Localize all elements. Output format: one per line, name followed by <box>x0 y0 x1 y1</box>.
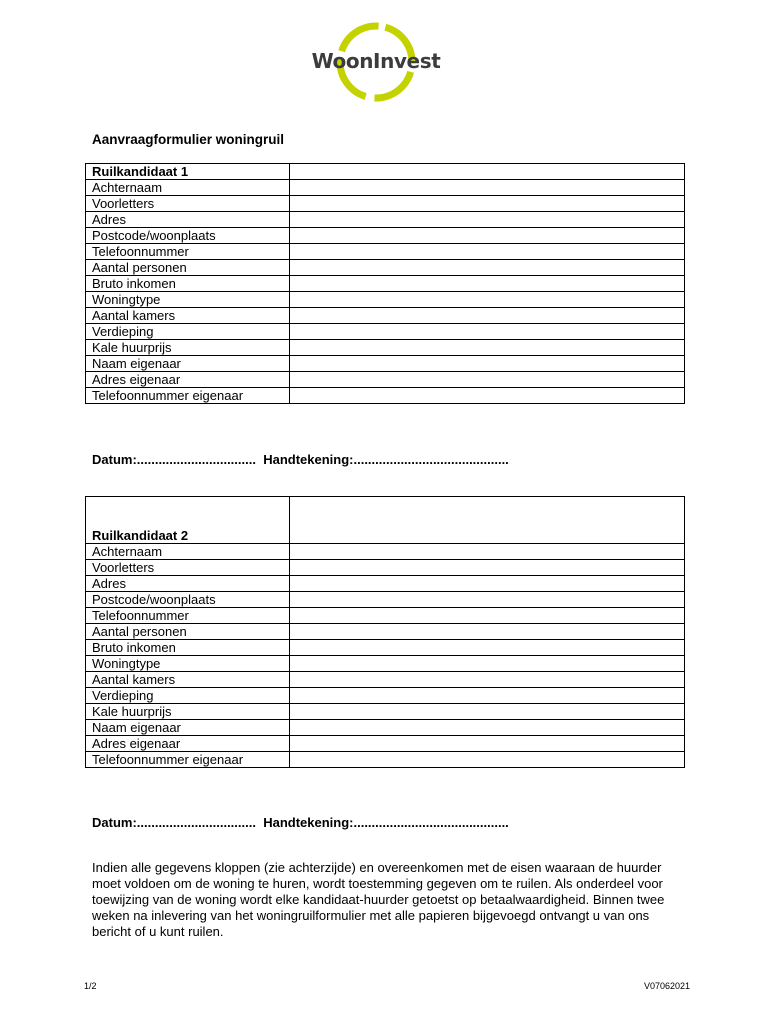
table-row <box>86 752 685 768</box>
field-value-telefoonnummer[interactable] <box>290 608 685 624</box>
wooninvest-logo <box>296 20 456 104</box>
field-label: Verdieping <box>86 688 290 704</box>
field-value-postcode-woonplaats[interactable] <box>290 228 685 244</box>
field-value-adres[interactable] <box>290 576 685 592</box>
table-row <box>86 672 685 688</box>
field-label: Postcode/woonplaats <box>86 228 290 244</box>
field-value-aantal-kamers[interactable] <box>290 308 685 324</box>
field-value-naam-eigenaar[interactable] <box>290 356 685 372</box>
field-value-achternaam[interactable] <box>290 180 685 196</box>
table-header-row <box>86 164 685 180</box>
field-value-kale-huurprijs[interactable] <box>290 704 685 720</box>
field-label: Adres eigenaar <box>86 736 290 752</box>
signature-line-1 <box>92 452 509 467</box>
field-label: Bruto inkomen <box>86 640 290 656</box>
candidate-1-table <box>85 163 685 404</box>
field-value-voorletters[interactable] <box>290 196 685 212</box>
table-row <box>86 372 685 388</box>
table-row <box>86 244 685 260</box>
field-label: Naam eigenaar <box>86 720 290 736</box>
field-label: Voorletters <box>86 196 290 212</box>
table-row <box>86 560 685 576</box>
handtekening-field[interactable]: Handtekening:........................................... <box>263 815 509 830</box>
table-row <box>86 656 685 672</box>
table-header-row <box>86 497 685 544</box>
info-paragraph: Indien alle gegevens kloppen (zie achterzijde) en overeenkomen met de eisen waaraan de huurder moet voldoen om de woning te huren, wordt toestemming gegeven om te ruilen. Als onderdeel voor toewijzing van de woning wordt elke kandidaat-huurder getoetst op betaalwaardigheid. Binnen twee weken na inlevering van het woningruilformulier met alle papieren bijgevoegd ontvangt u van ons bericht of u kunt ruilen. <box>92 860 665 939</box>
handtekening-field[interactable]: Handtekening:........................................... <box>263 452 509 467</box>
table-row <box>86 736 685 752</box>
table-row <box>86 276 685 292</box>
table-row <box>86 576 685 592</box>
field-label: Aantal kamers <box>86 308 290 324</box>
table-row <box>86 720 685 736</box>
table-row <box>86 228 685 244</box>
field-label: Telefoonnummer eigenaar <box>86 388 290 404</box>
field-value-naam-eigenaar[interactable] <box>290 720 685 736</box>
field-label: Kale huurprijs <box>86 704 290 720</box>
table-row <box>86 704 685 720</box>
field-value-aantal-personen[interactable] <box>290 624 685 640</box>
field-value-kale-huurprijs[interactable] <box>290 340 685 356</box>
field-label: Voorletters <box>86 560 290 576</box>
table-row <box>86 308 685 324</box>
field-value-woningtype[interactable] <box>290 656 685 672</box>
candidate-heading: Ruilkandidaat 1 <box>86 164 290 180</box>
table-row <box>86 688 685 704</box>
table-row <box>86 292 685 308</box>
field-label: Woningtype <box>86 292 290 308</box>
field-label: Telefoonnummer eigenaar <box>86 752 290 768</box>
table-row <box>86 356 685 372</box>
field-label: Postcode/woonplaats <box>86 592 290 608</box>
table-row <box>86 340 685 356</box>
datum-field[interactable]: Datum:................................. <box>92 452 256 467</box>
field-label: Adres eigenaar <box>86 372 290 388</box>
field-label: Telefoonnummer <box>86 608 290 624</box>
field-value-bruto-inkomen[interactable] <box>290 276 685 292</box>
field-label: Achternaam <box>86 180 290 196</box>
field-value-postcode-woonplaats[interactable] <box>290 592 685 608</box>
page-number: 1/2 <box>84 981 97 991</box>
logo-wordmark: WoonInvest <box>311 49 441 73</box>
field-label: Aantal kamers <box>86 672 290 688</box>
table-row <box>86 212 685 228</box>
field-label: Telefoonnummer <box>86 244 290 260</box>
table-row <box>86 388 685 404</box>
table-row <box>86 260 685 276</box>
field-label: Achternaam <box>86 544 290 560</box>
field-label: Verdieping <box>86 324 290 340</box>
field-value-achternaam[interactable] <box>290 544 685 560</box>
field-value-telefoonnummer-eigenaar[interactable] <box>290 388 685 404</box>
field-value-adres-eigenaar[interactable] <box>290 372 685 388</box>
table-row <box>86 180 685 196</box>
candidate-2-table <box>85 496 685 768</box>
field-value-verdieping[interactable] <box>290 688 685 704</box>
field-value-voorletters[interactable] <box>290 560 685 576</box>
table-row <box>86 640 685 656</box>
field-label: Bruto inkomen <box>86 276 290 292</box>
candidate-heading-value[interactable] <box>290 497 685 544</box>
table-row <box>86 592 685 608</box>
datum-field[interactable]: Datum:................................. <box>92 815 256 830</box>
form-title: Aanvraagformulier woningruil <box>92 132 285 147</box>
field-value-woningtype[interactable] <box>290 292 685 308</box>
table-row <box>86 544 685 560</box>
field-label: Naam eigenaar <box>86 356 290 372</box>
field-value-aantal-kamers[interactable] <box>290 672 685 688</box>
version-code: V07062021 <box>644 981 691 991</box>
field-value-verdieping[interactable] <box>290 324 685 340</box>
table-row <box>86 196 685 212</box>
field-value-bruto-inkomen[interactable] <box>290 640 685 656</box>
signature-line-2 <box>92 815 509 830</box>
field-label: Adres <box>86 576 290 592</box>
field-value-adres-eigenaar[interactable] <box>290 736 685 752</box>
field-value-adres[interactable] <box>290 212 685 228</box>
field-value-aantal-personen[interactable] <box>290 260 685 276</box>
table-row <box>86 624 685 640</box>
candidate-heading-value[interactable] <box>290 164 685 180</box>
field-label: Aantal personen <box>86 260 290 276</box>
field-label: Adres <box>86 212 290 228</box>
field-label: Kale huurprijs <box>86 340 290 356</box>
table-row <box>86 608 685 624</box>
field-label: Woningtype <box>86 656 290 672</box>
candidate-heading: Ruilkandidaat 2 <box>86 497 290 544</box>
field-value-telefoonnummer-eigenaar[interactable] <box>290 752 685 768</box>
table-row <box>86 324 685 340</box>
field-value-telefoonnummer[interactable] <box>290 244 685 260</box>
field-label: Aantal personen <box>86 624 290 640</box>
